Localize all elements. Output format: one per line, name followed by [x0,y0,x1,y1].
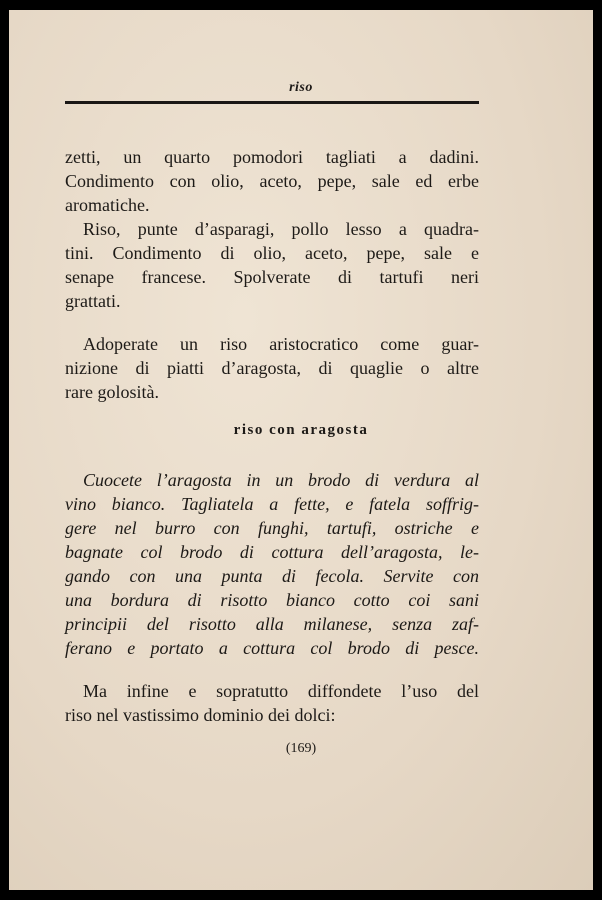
text-line: zetti, un quarto pomodori tagliati a dadini. [65,147,479,167]
page-number: (169) [285,741,317,756]
text-line: riso nel vastissimo dominio dei dolci: [65,705,336,725]
header-rule [65,101,479,104]
book-page [9,10,593,890]
recipe-line: Cuocete l’aragosta in un brodo di verdura al [83,470,479,490]
recipe-line: bagnate col brodo di cottura dell’aragosta, le- [65,542,479,562]
text-line: Adoperate un riso aristocratico come guar- [83,334,479,354]
running-header: riso [289,80,313,95]
text-line: senape francese. Spolverate di tartufi neri [65,267,479,287]
recipe-line: ferano e portato a cottura col brodo di pesce. [65,638,479,658]
text-line: Condimento con olio, aceto, pepe, sale ed erbe [65,171,479,191]
text-line: rare golosità. [65,382,159,402]
text-line: Riso, punte d’asparagi, pollo lesso a quadra- [83,219,479,239]
recipe-line: vino bianco. Tagliatela a fette, e fatela soffrig- [65,494,479,514]
text-line: aromatiche. [65,195,150,215]
text-line: grattati. [65,291,121,311]
recipe-line: una bordura di risotto bianco cotto coi sani [65,590,479,610]
recipe-line: gando con una punta di fecola. Servite con [65,566,479,586]
text-line: nizione di piatti d’aragosta, di quaglie o altre [65,358,479,378]
recipe-line: gere nel burro con funghi, tartufi, ostriche e [65,518,479,538]
recipe-line: principii del risotto alla milanese, senza zaf- [65,614,479,634]
text-line: tini. Condimento di olio, aceto, pepe, sale e [65,243,479,263]
text-line: Ma infine e sopratutto diffondete l’uso del [83,681,479,701]
recipe-title: riso con aragosta [233,422,369,438]
